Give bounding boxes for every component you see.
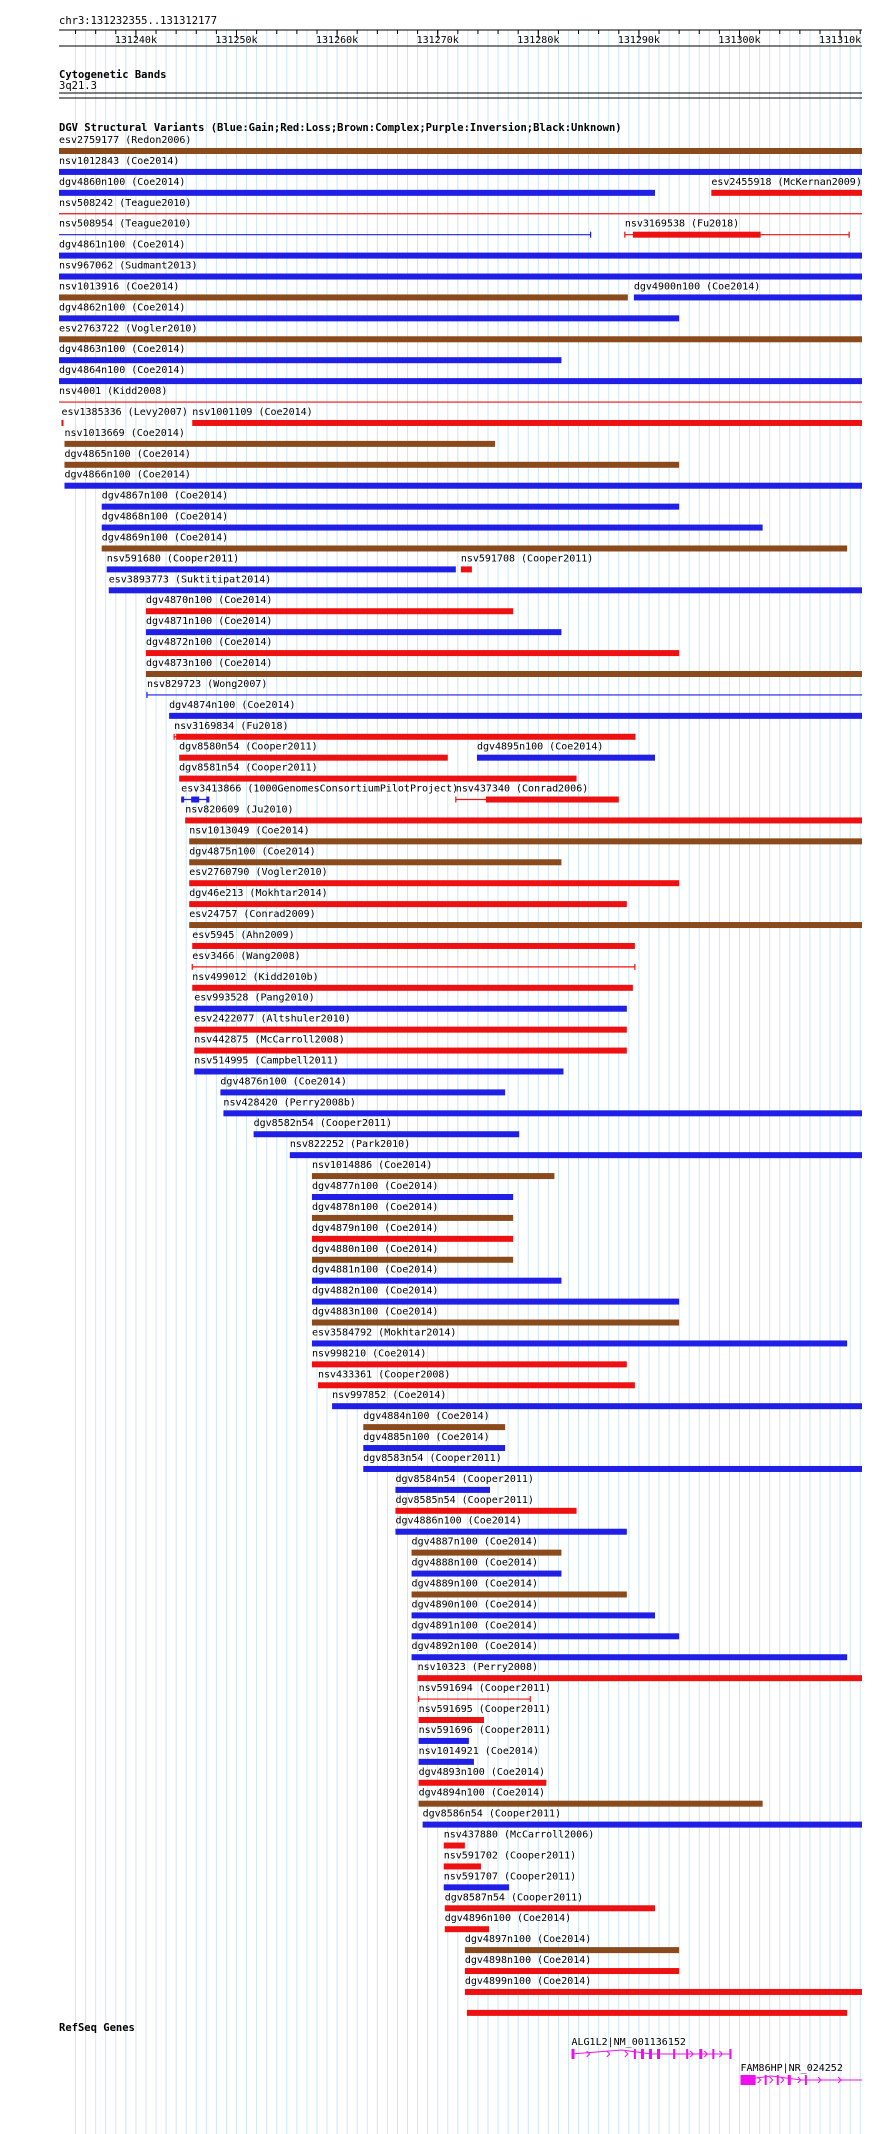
sv-label: nsv1013049 (Coe2014): [189, 825, 310, 837]
sv-bar: [179, 776, 576, 782]
sv-label: dgv4888n100 (Coe2014): [411, 1557, 538, 1569]
sv-label: nsv508242 (Teague2010): [59, 197, 192, 209]
gene-exon: [788, 2075, 791, 2085]
sv-bar: [444, 1863, 481, 1869]
sv-label: dgv4885n100 (Coe2014): [363, 1432, 490, 1444]
sv-label: dgv8586n54 (Cooper2011): [422, 1808, 562, 1820]
dgv-track: [59, 122, 862, 2016]
sv-label: dgv4890n100 (Coe2014): [411, 1599, 538, 1611]
sv-bar: [419, 1717, 484, 1723]
sv-bar: [633, 232, 761, 238]
sv-label: nsv499012 (Kidd2010b): [192, 971, 319, 983]
gene-strand-arrow: [625, 2051, 628, 2057]
sv-label: dgv8582n54 (Cooper2011): [253, 1118, 393, 1130]
sv-label: nsv591696 (Cooper2011): [418, 1724, 552, 1736]
sv-label: dgv4891n100 (Coe2014): [411, 1620, 538, 1632]
sv-bar: [363, 1466, 862, 1472]
sv-bar: [395, 1508, 576, 1514]
sv-label: dgv4879n100 (Coe2014): [311, 1222, 439, 1234]
sv-label: dgv4866n100 (Coe2014): [64, 469, 191, 481]
gene-exon: [673, 2049, 675, 2059]
sv-label: nsv1013669 (Coe2014): [64, 427, 185, 439]
cytoband-track: [59, 69, 862, 98]
sv-label: dgv4884n100 (Coe2014): [363, 1411, 490, 1423]
sv-label: dgv4887n100 (Coe2014): [411, 1536, 538, 1548]
sv-label: dgv4883n100 (Coe2014): [311, 1306, 439, 1318]
sv-label: nsv1012843 (Coe2014): [59, 155, 180, 167]
sv-bar: [192, 943, 635, 949]
sv-bar: [109, 587, 862, 593]
sv-bar: [64, 483, 862, 489]
sv-label: nsv1014886 (Coe2014): [311, 1160, 433, 1172]
sv-label: nsv428420 (Perry2008b): [223, 1097, 356, 1109]
sv-bar: [146, 608, 513, 614]
sv-bar: [59, 148, 862, 154]
sv-label: esv3413866 (1000GenomesConsortiumPilotProject): [181, 783, 459, 795]
gene-exon: [712, 2049, 714, 2059]
sv-bar: [102, 504, 679, 510]
sv-label: nsv591695 (Cooper2011): [418, 1704, 552, 1715]
sv-label: dgv4900n100 (Coe2014): [633, 281, 761, 293]
sv-label: nsv3169834 (Fu2018): [174, 720, 289, 732]
gene-exon: [572, 2049, 575, 2059]
sv-label: dgv4864n100 (Coe2014): [59, 365, 186, 377]
gene-exon: [765, 2075, 767, 2085]
sv-label: dgv4865n100 (Coe2014): [64, 448, 191, 460]
sv-label: nsv437880 (McCarroll2006): [443, 1829, 595, 1841]
sv-label: nsv591694 (Cooper2011): [418, 1683, 552, 1695]
sv-bar: [59, 253, 862, 259]
sv-label: dgv4894n100 (Coe2014): [418, 1787, 546, 1799]
sv-bar: [412, 1571, 562, 1577]
sv-label: dgv4892n100 (Coe2014): [411, 1641, 538, 1653]
sv-label: nsv998210 (Coe2014): [311, 1348, 427, 1360]
sv-label: nsv442875 (McCarroll2008): [194, 1034, 345, 1046]
sv-label: nsv4001 (Kidd2008): [59, 386, 168, 398]
gene-exon: [805, 2075, 807, 2085]
sv-bar: [486, 797, 619, 803]
sv-bar: [146, 671, 862, 677]
sv-bar: [465, 1947, 679, 1953]
gene-exon: [641, 2049, 644, 2059]
sv-label: dgv4870n100 (Coe2014): [145, 595, 273, 607]
sv-bar: [363, 1424, 505, 1430]
sv-label: dgv4876n100 (Coe2014): [220, 1076, 347, 1088]
sv-label: nsv3169538 (Fu2018): [624, 218, 740, 230]
refseq-genes: [572, 2037, 862, 2085]
ruler-tick-label: 131290k: [617, 35, 660, 46]
sv-bar: [179, 755, 448, 761]
sv-label: dgv46e213 (Mokhtar2014): [189, 888, 328, 900]
sv-bar: [412, 1612, 655, 1618]
sv-bar: [64, 462, 679, 468]
sv-bar: [412, 1633, 680, 1639]
sv-bar: [59, 190, 655, 196]
sv-bar: [312, 1236, 513, 1242]
sv-label: dgv4873n100 (Coe2014): [145, 658, 273, 669]
sv-bar: [194, 1006, 627, 1012]
gene-exon: [729, 2049, 731, 2059]
sv-bar: [419, 1759, 474, 1765]
sv-bar: [419, 1780, 547, 1786]
sv-label: dgv4878n100 (Coe2014): [311, 1201, 439, 1213]
sv-label: esv2422077 (Altshuler2010): [194, 1013, 351, 1025]
sv-bar: [185, 817, 862, 823]
sv-bar: [445, 1905, 655, 1911]
sv-label: dgv4877n100 (Coe2014): [311, 1181, 439, 1192]
sv-label: nsv997852 (Coe2014): [332, 1390, 447, 1402]
sv-bar: [189, 880, 679, 886]
sv-block: [181, 797, 184, 803]
ruler-tick-label: 131250k: [215, 35, 258, 46]
sv-label: nsv1013916 (Coe2014): [59, 281, 180, 293]
sv-bar: [419, 1738, 469, 1744]
sv-label: dgv4863n100 (Coe2014): [59, 344, 186, 356]
sv-bar: [395, 1529, 626, 1535]
sv-label: dgv4881n100 (Coe2014): [311, 1264, 439, 1276]
sv-bar: [102, 545, 847, 551]
sv-label: dgv4874n100 (Coe2014): [169, 699, 296, 711]
sv-label: esv2759177 (Redon2006): [59, 135, 192, 146]
sv-label: esv1385336 (Levy2007): [61, 406, 188, 418]
sv-label: nsv433361 (Cooper2008): [317, 1369, 451, 1381]
sv-label: nsv829723 (Wong2007): [146, 678, 268, 690]
sv-bar: [223, 1110, 862, 1116]
sv-bar: [59, 315, 679, 321]
sv-block: [206, 797, 209, 803]
sv-label: nsv1014921 (Coe2014): [418, 1745, 540, 1757]
sv-label: dgv8585n54 (Cooper2011): [395, 1494, 534, 1506]
sv-bar: [176, 734, 635, 740]
sv-bar: [192, 420, 862, 426]
ruler-tick-label: 131260k: [316, 35, 359, 46]
sv-bar: [59, 294, 628, 300]
sv-bar: [189, 859, 561, 865]
sv-label: dgv8584n54 (Cooper2011): [395, 1473, 534, 1485]
cytoband-track-title: Cytogenetic Bands: [59, 69, 167, 81]
sv-label: dgv8581n54 (Cooper2011): [179, 762, 318, 774]
sv-label: dgv4897n100 (Coe2014): [464, 1934, 592, 1946]
sv-label: dgv4882n100 (Coe2014): [311, 1285, 439, 1297]
sv-bar: [254, 1131, 520, 1137]
sv-bar: [467, 2010, 847, 2016]
ruler-tick-label: 131240k: [114, 35, 157, 46]
sv-bar: [59, 336, 862, 342]
sv-label: dgv4860n100 (Coe2014): [59, 176, 186, 188]
sv-bar: [146, 629, 561, 635]
sv-label: dgv8580n54 (Cooper2011): [179, 741, 318, 753]
sv-bar: [194, 1027, 627, 1033]
sv-label: esv2455918 (McKernan2009): [711, 176, 862, 188]
sv-bar: [412, 1550, 562, 1556]
sv-bar: [59, 378, 862, 384]
gene-exon: [777, 2075, 779, 2085]
sv-bar: [461, 566, 472, 572]
cytoband-label: 3q21.3: [59, 80, 97, 92]
sv-label: dgv4861n100 (Coe2014): [59, 239, 186, 251]
sv-bar: [107, 566, 456, 572]
sv-label: dgv4867n100 (Coe2014): [101, 490, 229, 502]
sv-label: nsv508954 (Teague2010): [59, 218, 192, 230]
sv-label: esv24757 (Conrad2009): [189, 909, 316, 921]
sv-bar: [465, 1989, 862, 1995]
sv-label: esv3893773 (Suktitipat2014): [108, 574, 272, 586]
gene-exon: [686, 2049, 688, 2059]
sv-bar: [169, 713, 862, 719]
position-label: chr3:131232355..131312177: [59, 15, 218, 27]
sv-label: nsv820609 (Ju2010): [185, 804, 294, 816]
sv-label: dgv4868n100 (Coe2014): [101, 511, 229, 523]
sv-bar: [418, 1675, 862, 1681]
sv-block: [191, 797, 199, 803]
sv-label: dgv4899n100 (Coe2014): [464, 1975, 592, 1987]
ruler-tick-label: 131300k: [718, 35, 761, 46]
sv-label: dgv4872n100 (Coe2014): [145, 637, 273, 649]
sv-label: dgv4871n100 (Coe2014): [145, 616, 273, 628]
sv-bar: [189, 922, 862, 928]
sv-bar: [395, 1487, 490, 1493]
sv-bar: [192, 985, 633, 991]
sv-bar: [61, 420, 63, 426]
sv-label: dgv4869n100 (Coe2014): [101, 532, 229, 544]
refseq-track: [59, 2022, 862, 2085]
sv-label: nsv591707 (Cooper2011): [443, 1871, 577, 1883]
sv-bar: [194, 1068, 563, 1074]
sv-bar: [59, 169, 862, 175]
sv-bar: [146, 650, 679, 656]
sv-bar: [444, 1843, 465, 1849]
sv-bar: [312, 1278, 561, 1284]
gene-label: FAM86HP|NR_024252: [740, 2063, 843, 2074]
sv-bar: [711, 190, 862, 196]
sv-label: dgv4862n100 (Coe2014): [59, 302, 186, 314]
sv-bar: [444, 1884, 509, 1890]
refseq-track-title: RefSeq Genes: [59, 2022, 135, 2034]
sv-label: dgv4898n100 (Coe2014): [464, 1955, 592, 1967]
sv-label: nsv822252 (Park2010): [289, 1139, 411, 1151]
sv-bar: [220, 1089, 505, 1095]
sv-label: dgv4896n100 (Coe2014): [444, 1913, 572, 1925]
sv-bar: [477, 755, 655, 761]
gene-exon: [657, 2049, 660, 2059]
sv-label: esv3466 (Wang2008): [192, 950, 301, 962]
sv-bar: [312, 1320, 679, 1326]
sv-bar: [290, 1152, 862, 1158]
ruler-tick-label: 131280k: [517, 35, 560, 46]
dgv-features: [59, 135, 862, 2016]
sv-label: nsv591680 (Cooper2011): [106, 553, 240, 565]
sv-bar: [59, 357, 561, 363]
sv-bar: [312, 1173, 554, 1179]
gene-exon: [649, 2049, 652, 2059]
sv-label: dgv4886n100 (Coe2014): [395, 1515, 522, 1527]
gene-exon: [741, 2075, 756, 2085]
sv-bar: [189, 838, 862, 844]
sv-label: nsv437340 (Conrad2006): [455, 783, 589, 795]
sv-label: nsv1001109 (Coe2014): [192, 406, 313, 418]
sv-label: nsv514995 (Campbell2011): [194, 1055, 339, 1067]
sv-label: esv993528 (Pang2010): [194, 992, 315, 1004]
sv-label: nsv591708 (Cooper2011): [460, 553, 594, 565]
sv-bar: [59, 274, 862, 280]
sv-label: esv3584792 (Mokhtar2014): [311, 1327, 457, 1339]
sv-label: dgv8587n54 (Cooper2011): [444, 1892, 584, 1904]
sv-bar: [419, 1801, 763, 1807]
sv-label: dgv4895n100 (Coe2014): [476, 741, 604, 753]
dgv-track-title: DGV Structural Variants (Blue:Gain;Red:Loss;Brown:Complex;Purple:Inversion;Black:Unknown): [59, 122, 622, 134]
sv-bar: [312, 1299, 679, 1305]
sv-label: esv5945 (Ahn2009): [192, 929, 295, 941]
sv-bar: [318, 1382, 635, 1388]
gene-label: ALG1L2|NM_001136152: [571, 2037, 686, 2048]
sv-bar: [465, 1968, 679, 1974]
sv-bar: [312, 1361, 627, 1367]
sv-label: esv2763722 (Vogler2010): [59, 323, 198, 335]
sv-bar: [102, 525, 763, 531]
sv-label: dgv4880n100 (Coe2014): [311, 1243, 439, 1255]
ruler-tick-label: 131310k: [819, 35, 862, 46]
sv-label: dgv4893n100 (Coe2014): [418, 1766, 546, 1778]
sv-bar: [445, 1926, 489, 1932]
sv-bar: [189, 901, 627, 907]
sv-bar: [412, 1591, 627, 1597]
sv-bar: [423, 1822, 862, 1828]
sv-bar: [312, 1340, 847, 1346]
sv-bar: [412, 1654, 848, 1660]
sv-label: nsv591702 (Cooper2011): [443, 1850, 577, 1862]
sv-bar: [363, 1445, 505, 1451]
ruler-track: [59, 15, 862, 46]
sv-label: dgv4889n100 (Coe2014): [411, 1578, 538, 1590]
sv-bar: [312, 1194, 513, 1200]
sv-label: dgv8583n54 (Cooper2011): [363, 1452, 502, 1464]
sv-bar: [64, 441, 495, 447]
sv-bar: [634, 294, 862, 300]
sv-label: nsv967062 (Sudmant2013): [59, 260, 198, 272]
ruler-tick-label: 131270k: [416, 35, 459, 46]
sv-label: nsv10323 (Perry2008): [417, 1662, 539, 1674]
sv-bar: [194, 1048, 627, 1054]
sv-label: esv2760790 (Vogler2010): [189, 867, 328, 879]
gene-exon: [699, 2049, 702, 2059]
sv-label: dgv4875n100 (Coe2014): [189, 846, 316, 858]
sv-bar: [332, 1403, 862, 1409]
gene-exon: [634, 2049, 636, 2059]
sv-bar: [312, 1215, 513, 1221]
sv-bar: [312, 1257, 513, 1263]
